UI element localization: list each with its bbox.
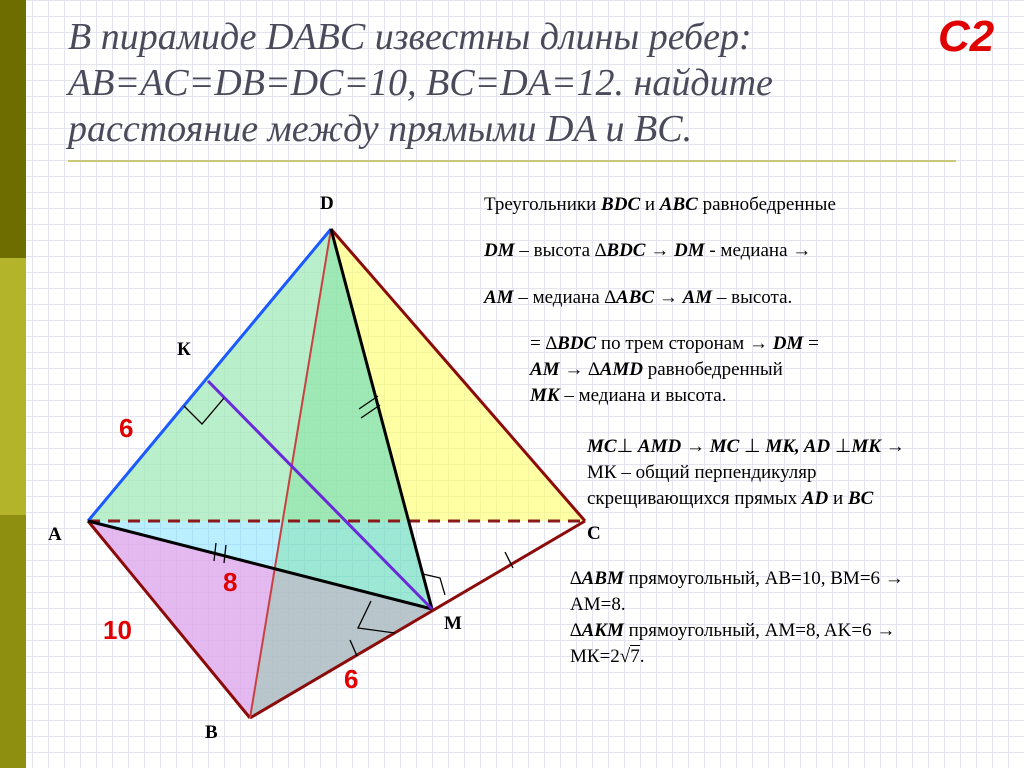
problem-line-2: AB=AC=DB=DC=10, BC=DA=12. найдите — [68, 62, 773, 104]
length-bm: 6 — [344, 664, 359, 694]
point-label-k: К — [177, 339, 191, 360]
vertex-label-c: C — [587, 523, 601, 544]
solution-step-2: DM – высота ∆BDC → DM - медиана → — [484, 240, 812, 261]
solution-step-4: = ∆BDC по трем сторонам → DM = AM → ∆AMD равнобедренный MK – медиана и высота. — [530, 333, 819, 406]
length-am: 8 — [223, 567, 238, 597]
vertex-label-a: A — [48, 524, 62, 545]
task-badge: C2 — [938, 12, 995, 61]
vertex-label-b: B — [205, 722, 218, 743]
sqrt-radicand: 7 — [630, 646, 640, 667]
vertex-label-d: D — [320, 193, 334, 214]
solution-step-3: AM – медиана ∆ABC → AM – высота. — [484, 287, 793, 308]
point-label-m: M — [444, 613, 462, 634]
solution-step-1: Треугольники BDC и ABC равнобедренные — [484, 194, 836, 215]
problem-line-3: расстояние между прямыми DA и BC. — [68, 108, 693, 150]
length-ak: 6 — [119, 413, 134, 443]
problem-line-1: В пирамиде DABC известны длины ребер: — [68, 16, 752, 58]
solution-step-5: MC⊥ AMD → MC ⊥ MK, AD ⊥MK → МК – общий перпендикуляр скрещивающихся прямых AD и BC — [587, 436, 905, 509]
solution-step-6: ∆ABM прямоугольный, AB=10, BM=6 → AM=8. ∆AKM прямоугольный, AM=8, AK=6 → МК=2√7. — [570, 568, 904, 667]
sqrt-sign: √ — [619, 646, 631, 667]
length-ab: 10 — [103, 615, 132, 645]
